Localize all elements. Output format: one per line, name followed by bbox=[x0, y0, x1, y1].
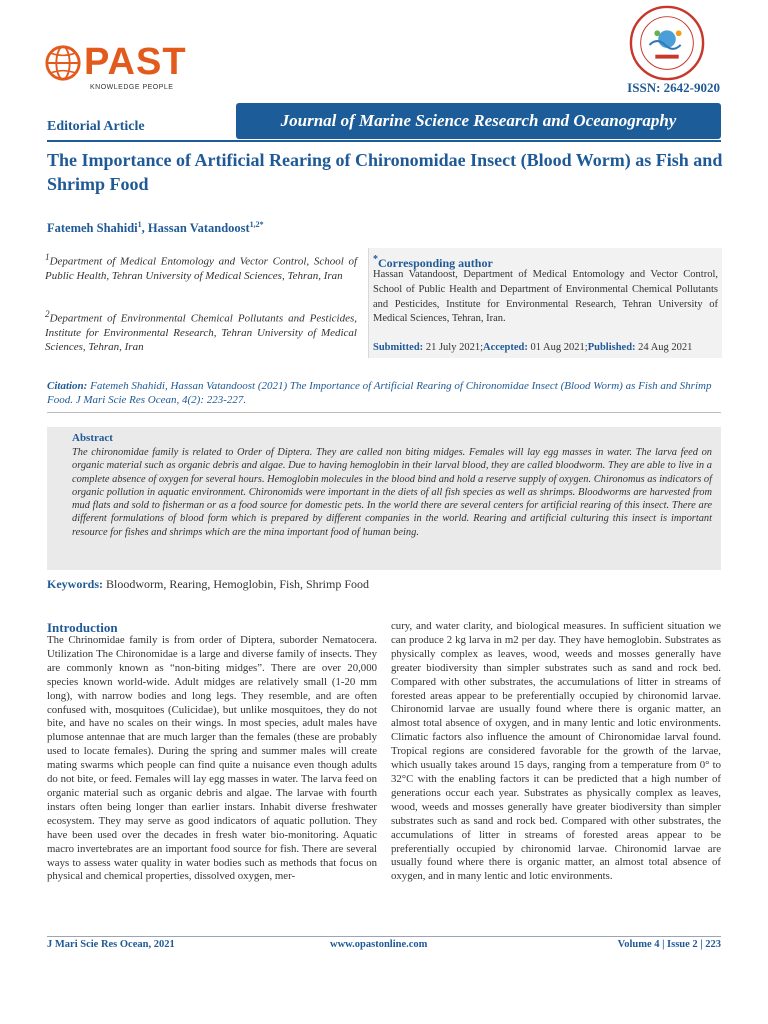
introduction-heading: Introduction bbox=[47, 620, 118, 635]
submitted-label: Submitted: bbox=[373, 342, 424, 353]
citation-label: Citation: bbox=[47, 380, 88, 392]
body-text-column-left: The Chrinomidae family is from order of Diptera, suborder Nematocera. Utilization The Chironomidae is a large and diverse family of insects. They are commonly known as “non-biting midges”. There are over 20,000 species known world-wide. Adult midges are relatively small (1-20 mm long), with narrow bodies and long legs. They resemble, and are often confused with, mosquitoes (Culicidae), but unlike mosquitoes, they do not bite, and have no scales on their wings. In most species, adult males have plumose antennae that are much larger than the females (these are probably used to locate females). During the spring and summer males will create mating swarms which people can find quite a nuisance even though adults do not bite, or feed. Females will lay egg masses in water. The larva feed on organic material such as organic debris and algae. The larvae with fourth instars often being longer than earlier instars. Inhabit diverse freshwater ecosystem. They may serve as good indicators of aquatic pollution. They have been used over the decades in fresh water bio-monitoring. Aquatic macro invertebrates are an important food source for fish. There are several ways to assess water quality in water bodies such as methods that focus on physical and chemical properties, dissolved oxygen, mer- bbox=[47, 634, 377, 883]
affiliation-text: Department of Medical Entomology and Vector Control, School of Public Health, Tehran University of Medical Sciences, Tehran, Iran bbox=[45, 255, 357, 282]
corresponding-author-text: Hassan Vatandoost, Department of Medical Entomology and Vector Control, School of Public Health and Department of Environmental Chemical Pollutants and Pesticides, Institute for Environmental Research, Tehran University of Medical Sciences, Tehran, Iran. bbox=[373, 269, 718, 325]
publication-dates bbox=[373, 342, 692, 353]
keywords-label: Keywords: bbox=[47, 577, 103, 591]
footer-volume-page: Volume 4 | Issue 2 | 223 bbox=[617, 939, 721, 950]
article-type: Editorial Article bbox=[47, 119, 145, 134]
accepted-label: Accepted: bbox=[482, 342, 528, 353]
corresponding-label: Corresponding author bbox=[378, 256, 493, 270]
corresponding-sup: * bbox=[373, 254, 378, 265]
citation-divider bbox=[47, 412, 721, 413]
published-label: Published: bbox=[587, 342, 636, 353]
keywords-text: Bloodworm, Rearing, Hemoglobin, Fish, Shrimp Food bbox=[103, 577, 370, 591]
body-text-column-right: cury, and water clarity, and biological measures. In sufficient situation we can produce 2 kg larva in m2 per day. They have hemoglobin. Substrates as physically complex as leaves, wood, weeds and mosses generally have greater biodiversity than simpler substrates such as sand and rock bed. Compared with other substrates, the accumulations of litter in streams of forested areas appear to be preferentially occupied by chironomid larvae. Chironomid larvae are usually found where there is organic matter, an almost total absence of oxygen, and in many lentic and lotic environments. Climatic factors also influence the amount of Chironomidae larval found. Tropical regions are considered favorable for the growth of the larvae, which usually takes around 15 days, ranging from a temperature from 0° to 32°C with the enabling factors it can be predicted that a high number of generations occur each year. Substrates as physically complex as leaves, wood, weeds and mosses generally have greater biodiversity than simpler substrates such as sand and rock bed. Compared with other substrates, the accumulations of litter in streams of forested areas appear to be preferentially occupied by chironomid larvae. Chironomid larvae are usually found where there is organic matter, an almost total absence of oxygen, and in many lentic and lotic environments. bbox=[391, 620, 721, 883]
abstract-text: The chironomidae family is related to Order of Diptera. They are called non biting midges. Females will lay egg masses in water. The larva feed on organic material such as organic debris and algae. Due to having hemoglobin in their larval blood, they are called bloodworm. They are able to live in a complete absence of oxygen for several hours. Hemoglobin molecules in the blood bind and hold a reserve supply of oxygen. Chironomus as indicators of organic pollution in aquatic environment. Chironomids were important in the diets of all fish species as well as shrimps. Bloodworms are harvested from mud flats and sold to fisherman or as a food source for domestic pets. In the world there are several centers for artificial rearing of this insect. There are different formulations of blood form which is prepared by different companies in the world. Rearing and artificial culturing this insect is important resource for fishes and shrimps which are the mina important food of human being. bbox=[72, 447, 712, 538]
journal-seal-icon bbox=[628, 4, 706, 82]
keywords bbox=[47, 577, 369, 592]
citation-text: Fatemeh Shahidi, Hassan Vatandoost (2021) The Importance of Artificial Rearing of Chironomidae Insect (Blood Worm) as Fish and Shrimp Food. J Mari Scie Res Ocean, 4(2): 223-227. bbox=[47, 380, 712, 406]
footer-journal-abbrev: J Mari Scie Res Ocean, 2021 bbox=[47, 939, 175, 950]
affiliation-sup: 1 bbox=[45, 252, 50, 262]
submitted-date: 21 July 2021; bbox=[423, 342, 483, 353]
affiliation-text: Department of Environmental Chemical Pollutants and Pesticides, Institute for Environmental Research, Tehran University of Medical Sciences, Tehran, Iran bbox=[45, 312, 357, 353]
author-affiliation-sup: 1,2* bbox=[249, 220, 264, 229]
author-name: Fatemeh Shahidi bbox=[47, 221, 138, 236]
affiliation bbox=[45, 250, 357, 283]
header-divider bbox=[47, 140, 721, 142]
affiliation-sup: 2 bbox=[45, 309, 50, 319]
affiliation bbox=[45, 307, 357, 354]
abstract-heading: Abstract bbox=[72, 432, 113, 444]
author-affiliation-sup: 1 bbox=[137, 220, 142, 229]
accepted-date: 01 Aug 2021; bbox=[527, 342, 588, 353]
published-date: 24 Aug 2021 bbox=[635, 342, 693, 353]
citation bbox=[47, 379, 727, 407]
author-name: Hassan Vatandoost bbox=[147, 221, 250, 236]
footer-website-link[interactable]: www.opastonline.com bbox=[330, 939, 428, 950]
publisher-logo bbox=[44, 40, 187, 96]
footer-divider bbox=[47, 936, 721, 937]
author-separator: , bbox=[141, 221, 148, 236]
globe-icon bbox=[44, 44, 82, 82]
issn: ISSN: 2642-9020 bbox=[627, 80, 720, 95]
journal-name-banner: Journal of Marine Science Research and Oceanography bbox=[236, 103, 721, 139]
logo-tagline: KNOWLEDGE PEOPLE bbox=[90, 84, 174, 91]
author-list bbox=[47, 220, 264, 236]
logo-wordmark: PAST bbox=[84, 41, 187, 83]
article-title: The Importance of Artificial Rearing of Chironomidae Insect (Blood Worm) as Fish and Shrimp Food bbox=[47, 150, 723, 194]
